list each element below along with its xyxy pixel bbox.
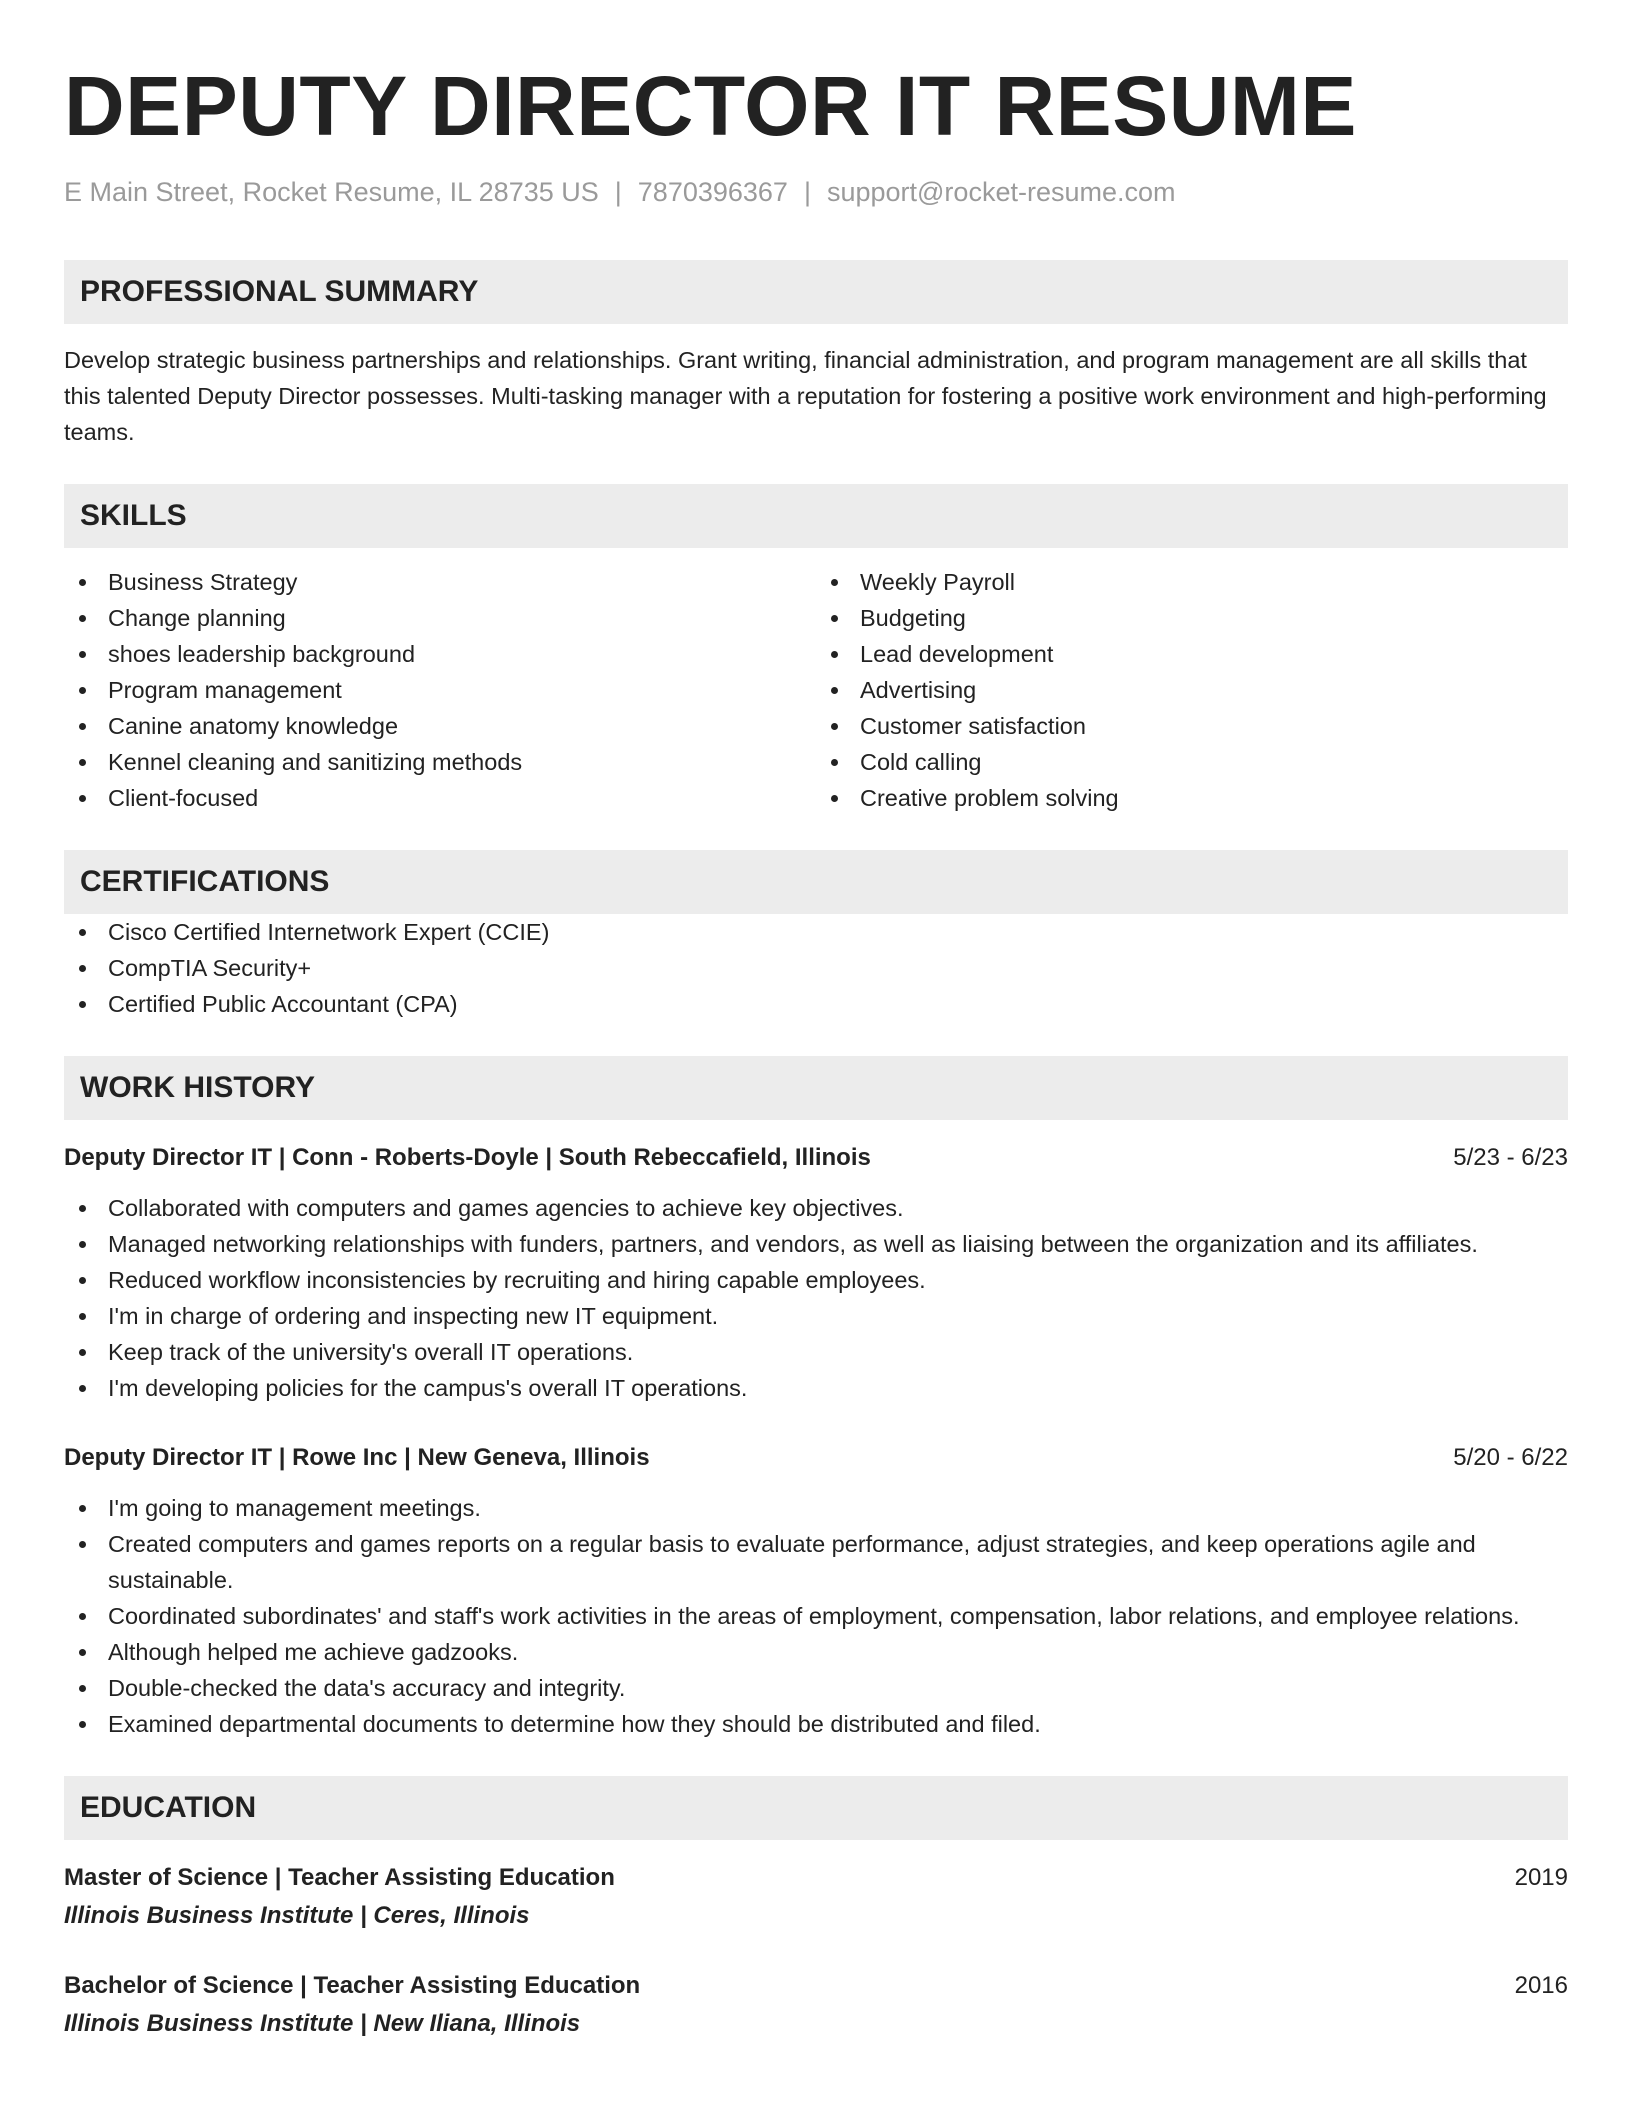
job-duties <box>64 1190 1568 1406</box>
education-header <box>64 1968 1568 2004</box>
education-degree: Master of Science | Teacher Assisting Education <box>64 1864 615 1891</box>
job-duty: I'm going to management meetings. <box>64 1490 1568 1526</box>
skill-item: Weekly Payroll <box>816 564 1568 600</box>
skill-item: Advertising <box>816 672 1568 708</box>
contact-line <box>64 174 1568 210</box>
skill-item: Kennel cleaning and sanitizing methods <box>64 744 816 780</box>
contact-separator: | <box>614 177 622 207</box>
summary-heading: PROFESSIONAL SUMMARY <box>64 260 1568 324</box>
certifications-heading: CERTIFICATIONS <box>64 850 1568 914</box>
resume-title: DEPUTY DIRECTOR IT RESUME <box>64 59 1357 153</box>
job-dates: 5/20 - 6/22 <box>1453 1444 1568 1471</box>
skill-item: Customer satisfaction <box>816 708 1568 744</box>
job-dates: 5/23 - 6/23 <box>1453 1144 1568 1171</box>
education-degree: Bachelor of Science | Teacher Assisting Education <box>64 1972 641 1999</box>
job-header <box>64 1440 1568 1476</box>
education-year: 2019 <box>1514 1864 1568 1891</box>
job-duty: Double-checked the data's accuracy and integrity. <box>64 1670 1568 1706</box>
job-entry <box>64 1140 1568 1406</box>
skills-column-right <box>816 564 1568 816</box>
job-duty: Created computers and games reports on a regular basis to evaluate performance, adjust strategies, and keep operations agile and sustainable. <box>64 1526 1568 1598</box>
contact-phone: 7870396367 <box>637 177 788 207</box>
skill-item: Change planning <box>64 600 816 636</box>
job-duty: Collaborated with computers and games agencies to achieve key objectives. <box>64 1190 1568 1226</box>
education-school: Illinois Business Institute | New Iliana, Illinois <box>64 2010 581 2037</box>
certification-item: Certified Public Accountant (CPA) <box>64 986 1568 1022</box>
education-header <box>64 1860 1568 1896</box>
work-history-heading: WORK HISTORY <box>64 1056 1568 1120</box>
job-duty: Managed networking relationships with funders, partners, and vendors, as well as liaising between the organization and its affiliates. <box>64 1226 1568 1262</box>
contact-address: E Main Street, Rocket Resume, IL 28735 US <box>64 177 599 207</box>
job-duty: I'm developing policies for the campus's overall IT operations. <box>64 1370 1568 1406</box>
summary-text: Develop strategic business partnerships and relationships. Grant writing, financial administration, and program management are all skills that this talented Deputy Director possesses. Multi-tasking manager with a reputation for fostering a positive work environment and high-performing teams. <box>64 347 1547 445</box>
contact-separator: | <box>803 177 811 207</box>
job-duty: Although helped me achieve gadzooks. <box>64 1634 1568 1670</box>
job-title: Deputy Director IT | Conn - Roberts-Doyle | South Rebeccafield, Illinois <box>64 1144 871 1171</box>
skills-list <box>64 564 1568 816</box>
job-duty: Examined departmental documents to determine how they should be distributed and filed. <box>64 1706 1568 1742</box>
skill-item: Creative problem solving <box>816 780 1568 816</box>
skill-item: shoes leadership background <box>64 636 816 672</box>
job-duties <box>64 1490 1568 1742</box>
job-header <box>64 1140 1568 1176</box>
education-entry <box>64 1860 1568 1934</box>
skills-heading: SKILLS <box>64 484 1568 548</box>
skill-item: Business Strategy <box>64 564 816 600</box>
education-heading: EDUCATION <box>64 1776 1568 1840</box>
skills-column-left <box>64 564 816 816</box>
job-duty: I'm in charge of ordering and inspecting new IT equipment. <box>64 1298 1568 1334</box>
education-year: 2016 <box>1514 1972 1568 1999</box>
skill-item: Client-focused <box>64 780 816 816</box>
skill-item: Budgeting <box>816 600 1568 636</box>
skill-item: Canine anatomy knowledge <box>64 708 816 744</box>
education-school: Illinois Business Institute | Ceres, Illinois <box>64 1902 530 1929</box>
skill-item: Program management <box>64 672 816 708</box>
job-entry <box>64 1440 1568 1742</box>
job-duty: Coordinated subordinates' and staff's work activities in the areas of employment, compensation, labor relations, and employee relations. <box>64 1598 1568 1634</box>
job-title: Deputy Director IT | Rowe Inc | New Geneva, Illinois <box>64 1444 650 1471</box>
certifications-list <box>64 914 1568 1022</box>
contact-email[interactable]: support@rocket-resume.com <box>826 177 1176 207</box>
skill-item: Cold calling <box>816 744 1568 780</box>
certification-item: CompTIA Security+ <box>64 950 1568 986</box>
job-duty: Reduced workflow inconsistencies by recruiting and hiring capable employees. <box>64 1262 1568 1298</box>
certification-item: Cisco Certified Internetwork Expert (CCIE) <box>64 914 1568 950</box>
job-duty: Keep track of the university's overall IT operations. <box>64 1334 1568 1370</box>
skill-item: Lead development <box>816 636 1568 672</box>
education-entry <box>64 1968 1568 2042</box>
